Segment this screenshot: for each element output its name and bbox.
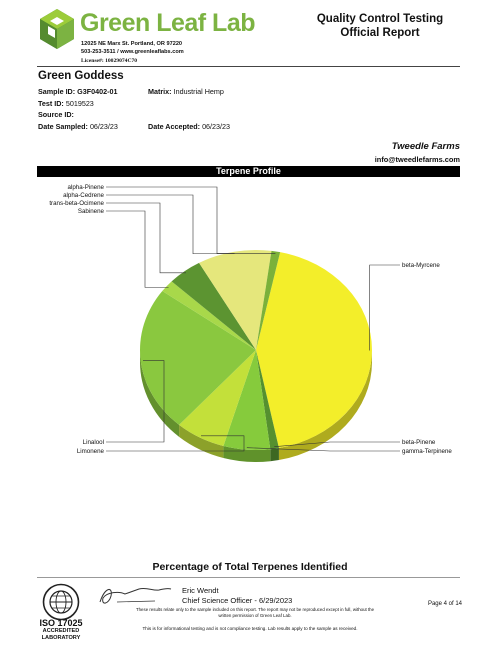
- report-title-line-1: Quality Control Testing: [316, 13, 444, 25]
- leader-line-alpha-Pinene: [106, 187, 275, 253]
- sample-id-row: [38, 87, 118, 96]
- matrix-label: Matrix:: [148, 87, 172, 96]
- leader-line-alpha-Cedrene: [106, 195, 235, 254]
- quality-management-seal-icon: [36, 583, 86, 621]
- sample-id-label: Sample ID:: [38, 87, 76, 96]
- signer-title: Chief Science Officer - 6/29/2023: [182, 596, 293, 605]
- test-id-value: 5019523: [65, 99, 94, 108]
- percentage-title: Percentage of Total Terpenes Identified: [152, 561, 348, 573]
- product-name: Green Goddess: [38, 70, 124, 82]
- leader-line-Sabinene: [106, 211, 169, 287]
- client-email: info@tweedlefarms.com: [374, 155, 460, 164]
- client-name: Tweedle Farms: [391, 141, 460, 152]
- header-divider: [37, 66, 460, 67]
- disclaimer-line-2: written permission of Green Leaf Lab.: [218, 613, 292, 618]
- date-accepted-value: 06/23/23: [202, 122, 231, 131]
- pie-label-trans-beta-Ocimene: trans-beta-Ocimene: [49, 200, 104, 208]
- source-id-row: [38, 110, 74, 119]
- date-sampled-label: Date Sampled:: [38, 122, 88, 131]
- disclaimer-line-1: These results relate only to the sample included on this report. The report may not be reproduced except in full, without the: [135, 607, 375, 612]
- leader-line-trans-beta-Ocimene: [106, 203, 186, 273]
- pie-label-Linalool: Linalool: [82, 439, 104, 447]
- test-id-label: Test ID:: [38, 99, 64, 108]
- report-title: [295, 12, 465, 40]
- footer-divider: [37, 577, 460, 578]
- date-sampled-value: 06/23/23: [89, 122, 118, 131]
- date-sampled-row: [38, 122, 118, 131]
- test-id-row: [38, 99, 94, 108]
- signer-name: Eric Wendt: [182, 586, 219, 595]
- pie-label-Limonene: Limonene: [76, 448, 104, 456]
- lab-address-block: [81, 40, 184, 65]
- page-number: Page 4 of 14: [427, 601, 462, 607]
- pie-label-gamma-Terpinene: gamma-Terpinene: [402, 448, 452, 456]
- sample-id-value: G3F0402-01: [77, 87, 118, 96]
- date-accepted-row: [148, 122, 230, 131]
- pie-label-Sabinene: Sabinene: [77, 208, 104, 216]
- iso-laboratory: LABORATORY: [41, 634, 81, 641]
- terpene-pie-chart: [0, 178, 500, 508]
- pie-slice-beta-Myrcene: [256, 252, 372, 448]
- date-accepted-label: Date Accepted:: [148, 122, 201, 131]
- leader-line-beta-Myrcene: [370, 265, 400, 351]
- source-id-label: Source ID:: [38, 110, 74, 119]
- iso-accredited: ACCREDITED: [42, 628, 80, 634]
- pie-label-alpha-Pinene: alpha-Pinene: [67, 184, 104, 192]
- disclaimer-line-3: This is for informational testing and is not compliance testing. Lab results apply to the sample as received.: [142, 626, 358, 631]
- lab-address: 12025 NE Marx St. Portland, OR 97220: [81, 41, 183, 47]
- disclaimer: [110, 607, 400, 619]
- lab-license: License#: 10029074C70: [81, 57, 138, 64]
- section-title-bar: Terpene Profile: [37, 166, 460, 177]
- matrix-value: Industrial Hemp: [173, 87, 224, 96]
- lab-contact: 503-253-3511 / www.greenleaflabs.com: [81, 49, 184, 56]
- report-title-line-2: Official Report: [340, 27, 420, 39]
- signature-image: [95, 582, 175, 610]
- pie-label-alpha-Cedrene: alpha-Cedrene: [63, 192, 104, 200]
- pie-label-beta-Myrcene: beta-Myrcene: [402, 262, 440, 270]
- leaf-logo-icon: [38, 8, 76, 50]
- matrix-row: [148, 87, 224, 96]
- iso-standard: ISO 17025: [39, 618, 83, 628]
- lab-name: Green Leaf Lab: [80, 9, 255, 37]
- pie-label-beta-Pinene: beta-Pinene: [402, 439, 436, 447]
- pie-side-beta-Pinene: [270, 448, 279, 461]
